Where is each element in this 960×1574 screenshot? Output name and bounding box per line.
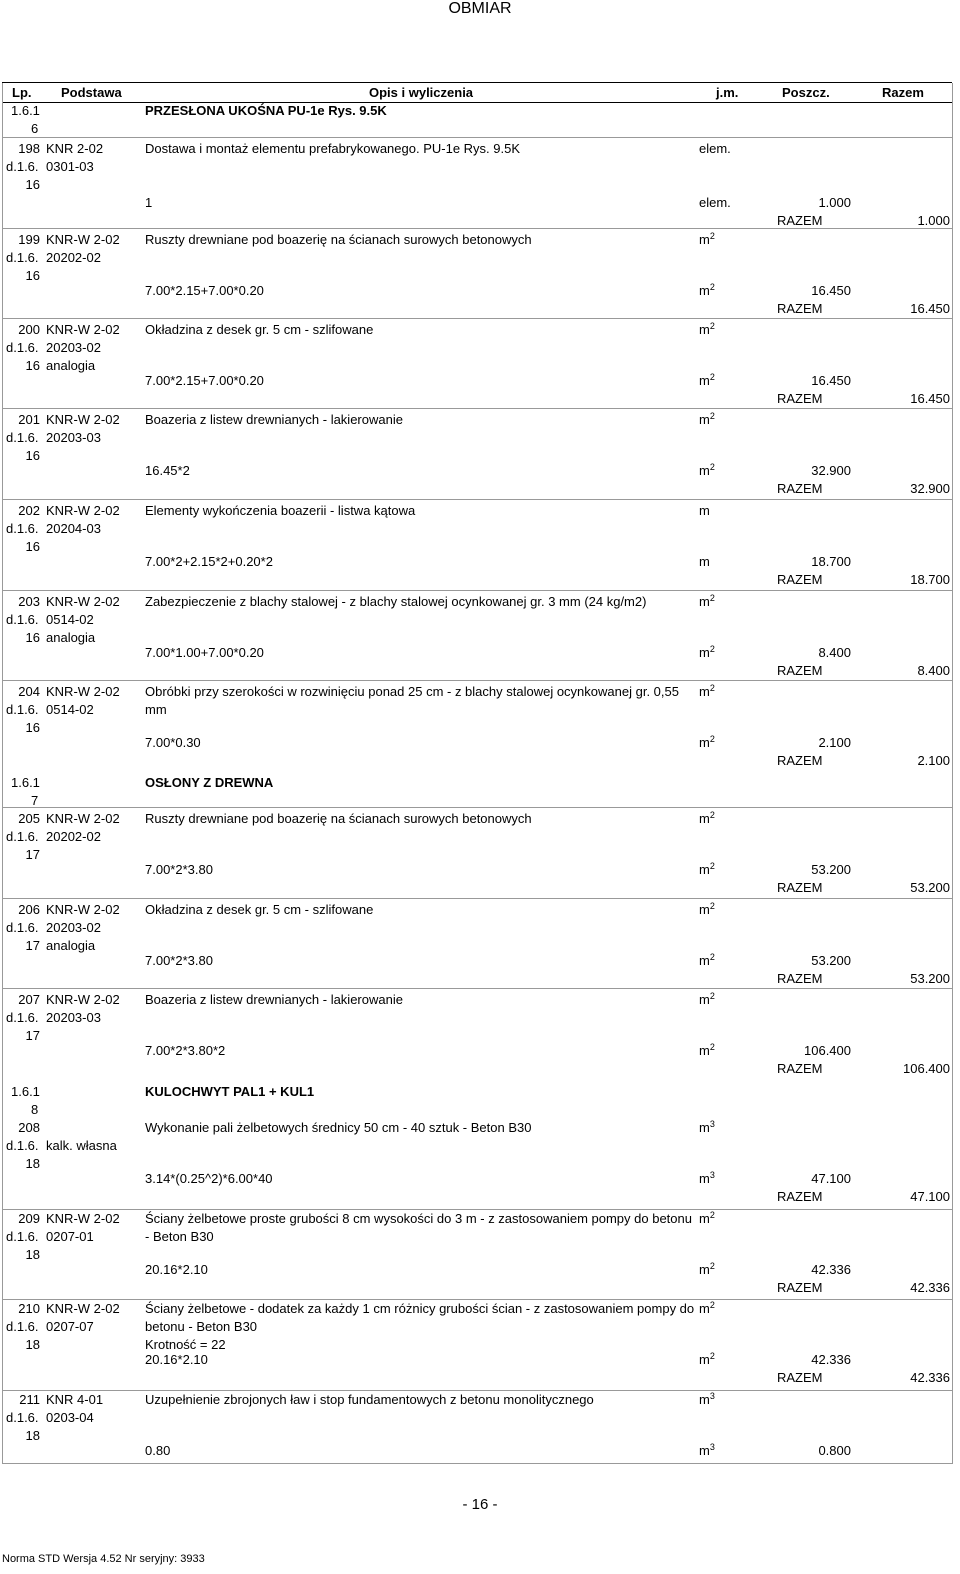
item-calc-unit-base: m [699, 1352, 710, 1367]
item-razem-value: 47.100 [910, 1189, 950, 1204]
item-calc-unit-exponent: 2 [709, 462, 715, 472]
item-podstawa: KNR 2-02 [46, 141, 104, 156]
item-lp-number: 210 [18, 1301, 40, 1316]
item-unit-exponent: 2 [709, 810, 715, 820]
item-calc-unit-base: m [699, 1262, 710, 1277]
item-lp-sub: 16 [25, 539, 40, 554]
item-podstawa: 20203-02 [46, 920, 101, 935]
item-podstawa: KNR-W 2-02 [46, 811, 120, 826]
item-lp-chapter: d.1.6. [6, 1410, 39, 1425]
item-lp-sub: 16 [25, 177, 40, 192]
section-lp: 1.6.1 [11, 103, 40, 118]
item-lp-number: 198 [18, 141, 40, 156]
item-calculation: 7.00*2*3.80 [145, 862, 213, 877]
item-podstawa: 20202-02 [46, 250, 101, 265]
item-unit-exponent: 3 [709, 1391, 715, 1401]
item-razem-value: 42.336 [910, 1370, 950, 1385]
table-header [2, 82, 952, 103]
item-calculation: 20.16*2.10 [145, 1352, 208, 1367]
item-calc-unit [699, 1171, 715, 1187]
item-podstawa: analogia [46, 938, 96, 953]
row-separator [2, 988, 952, 989]
section-title: OSŁONY Z DREWNA [145, 775, 274, 790]
section-lp-sub: 7 [31, 793, 39, 808]
item-description: Boazeria z listew drewnianych - lakierowanie [145, 992, 403, 1007]
item-poszcz: 47.100 [811, 1171, 851, 1186]
item-podstawa: KNR-W 2-02 [46, 902, 120, 917]
item-calc-unit-base: m [699, 463, 710, 478]
item-lp-sub: 18 [25, 1428, 40, 1443]
section-title: PRZESŁONA UKOŚNA PU-1e Rys. 9.5K [145, 103, 387, 118]
item-lp-number: 200 [18, 322, 40, 337]
item-lp-chapter: d.1.6. [6, 612, 39, 627]
item-razem-label: RAZEM [777, 1370, 823, 1385]
item-calc-unit [699, 735, 715, 751]
item-razem-label: RAZEM [777, 1061, 823, 1076]
item-unit: m [699, 503, 710, 518]
item-unit-base: m [699, 232, 710, 247]
section-lp: 1.6.1 [11, 775, 40, 790]
item-unit-base: m [699, 322, 710, 337]
item-calc-unit-base: m [699, 1443, 710, 1458]
header-razem: Razem [882, 85, 924, 100]
section-lp-sub: 6 [31, 121, 39, 136]
item-multiplier: Krotność = 22 [145, 1337, 226, 1352]
item-unit-base: m [699, 684, 710, 699]
item-calculation: 0.80 [145, 1443, 171, 1458]
item-calc-unit-exponent: 2 [709, 644, 715, 654]
item-calculation: 7.00*2.15+7.00*0.20 [145, 283, 264, 298]
item-lp-number: 208 [18, 1120, 40, 1135]
page-title: OBMIAR [448, 0, 512, 17]
item-calculation: 1 [145, 195, 153, 210]
item-poszcz: 53.200 [811, 953, 851, 968]
item-poszcz: 42.336 [811, 1352, 851, 1367]
row-separator [2, 408, 952, 409]
row-separator [2, 1209, 952, 1210]
item-unit-base: m [699, 594, 710, 609]
item-unit-base: m [699, 1301, 710, 1316]
table-right-border [952, 83, 953, 1464]
item-podstawa: KNR-W 2-02 [46, 322, 120, 337]
item-razem-value: 16.450 [910, 391, 950, 406]
item-unit-exponent: 2 [709, 901, 715, 911]
item-calculation: 7.00*1.00+7.00*0.20 [145, 645, 264, 660]
section-lp: 1.6.1 [11, 1084, 40, 1099]
item-lp-sub: 18 [25, 1156, 40, 1171]
item-unit-exponent: 2 [709, 1300, 715, 1310]
item-description: Ruszty drewniane pod boazerię na ścianach surowych betonowych [145, 232, 532, 247]
item-calc-unit [699, 1352, 715, 1368]
item-unit-exponent: 2 [709, 593, 715, 603]
item-unit [699, 684, 715, 700]
item-unit-exponent: 2 [709, 411, 715, 421]
item-poszcz: 1.000 [818, 195, 851, 210]
item-poszcz: 2.100 [818, 735, 851, 750]
item-calculation: 7.00*0.30 [145, 735, 201, 750]
item-calc-unit-exponent: 2 [709, 734, 715, 744]
item-lp-chapter: d.1.6. [6, 340, 39, 355]
item-podstawa: KNR-W 2-02 [46, 1301, 120, 1316]
item-calc-unit-exponent: 3 [709, 1442, 715, 1452]
item-podstawa: KNR-W 2-02 [46, 594, 120, 609]
item-unit-base: m [699, 992, 710, 1007]
item-lp-number: 206 [18, 902, 40, 917]
item-lp-number: 203 [18, 594, 40, 609]
item-lp-sub: 16 [25, 720, 40, 735]
item-razem-label: RAZEM [777, 391, 823, 406]
item-lp-chapter: d.1.6. [6, 250, 39, 265]
item-lp-sub: 16 [25, 268, 40, 283]
item-description: Ruszty drewniane pod boazerię na ścianach surowych betonowych [145, 811, 532, 826]
item-unit: elem. [699, 141, 731, 156]
item-lp-number: 209 [18, 1211, 40, 1226]
item-calc-unit [699, 645, 715, 661]
row-separator [2, 898, 952, 899]
item-description: Okładzina z desek gr. 5 cm - szlifowane [145, 322, 374, 337]
item-calc-unit-exponent: 2 [709, 1042, 715, 1052]
item-calc-unit [699, 1443, 715, 1459]
item-podstawa: 0514-02 [46, 612, 94, 627]
item-unit-exponent: 2 [709, 683, 715, 693]
item-calculation: 16.45*2 [145, 463, 190, 478]
item-podstawa: analogia [46, 358, 96, 373]
item-poszcz: 8.400 [818, 645, 851, 660]
item-calc-unit: elem. [699, 195, 731, 210]
item-lp-number: 204 [18, 684, 40, 699]
row-separator [2, 807, 952, 808]
item-lp-chapter: d.1.6. [6, 1138, 39, 1153]
item-razem-label: RAZEM [777, 213, 823, 228]
item-description-cont: mm [145, 702, 167, 717]
item-lp-sub: 17 [25, 847, 40, 862]
item-unit-exponent: 2 [709, 321, 715, 331]
item-unit-exponent: 2 [709, 231, 715, 241]
item-calc-unit-base: m [699, 1171, 710, 1186]
item-razem-value: 53.200 [910, 971, 950, 986]
item-unit [699, 322, 715, 338]
header-lp: Lp. [12, 85, 32, 100]
item-lp-sub: 16 [25, 630, 40, 645]
item-calc-unit-exponent: 3 [709, 1170, 715, 1180]
item-lp-sub: 16 [25, 448, 40, 463]
item-podstawa: KNR-W 2-02 [46, 684, 120, 699]
item-razem-value: 106.400 [903, 1061, 950, 1076]
table-left-border [2, 83, 3, 1464]
item-razem-label: RAZEM [777, 481, 823, 496]
item-calc-unit-exponent: 2 [709, 372, 715, 382]
item-calc-unit [699, 953, 715, 969]
item-unit [699, 1392, 715, 1408]
item-calculation: 3.14*(0.25^2)*6.00*40 [145, 1171, 273, 1186]
item-unit-exponent: 2 [709, 991, 715, 1001]
item-unit-base: m [699, 1392, 710, 1407]
item-razem-value: 18.700 [910, 572, 950, 587]
item-razem-label: RAZEM [777, 880, 823, 895]
item-calc-unit-base: m [699, 645, 710, 660]
item-lp-sub: 18 [25, 1247, 40, 1262]
row-separator [2, 137, 952, 138]
item-description-cont: - Beton B30 [145, 1229, 214, 1244]
item-podstawa: analogia [46, 630, 96, 645]
item-description: Elementy wykończenia boazerii - listwa kątowa [145, 503, 416, 518]
item-calc-unit [699, 463, 715, 479]
item-calc-unit [699, 373, 715, 389]
item-razem-label: RAZEM [777, 971, 823, 986]
item-lp-chapter: d.1.6. [6, 1010, 39, 1025]
item-lp-sub: 17 [25, 1028, 40, 1043]
item-lp-chapter: d.1.6. [6, 702, 39, 717]
item-unit-exponent: 2 [709, 1210, 715, 1220]
item-poszcz: 42.336 [811, 1262, 851, 1277]
item-calc-unit-exponent: 2 [709, 1261, 715, 1271]
item-razem-label: RAZEM [777, 753, 823, 768]
item-unit [699, 1301, 715, 1317]
item-calc-unit-exponent: 2 [709, 861, 715, 871]
item-poszcz: 32.900 [811, 463, 851, 478]
item-description: Boazeria z listew drewnianych - lakierowanie [145, 412, 403, 427]
item-calculation: 7.00*2.15+7.00*0.20 [145, 373, 264, 388]
item-lp-chapter: d.1.6. [6, 430, 39, 445]
item-unit [699, 811, 715, 827]
item-podstawa: 0207-07 [46, 1319, 94, 1334]
item-razem-label: RAZEM [777, 1189, 823, 1204]
item-razem-value: 53.200 [910, 880, 950, 895]
item-podstawa: 20202-02 [46, 829, 101, 844]
page-number: - 16 - [462, 1496, 498, 1513]
item-razem-value: 16.450 [910, 301, 950, 316]
item-calc-unit-base: m [699, 862, 710, 877]
item-unit [699, 1120, 715, 1136]
item-unit [699, 232, 715, 248]
item-podstawa: KNR-W 2-02 [46, 503, 120, 518]
item-razem-label: RAZEM [777, 1280, 823, 1295]
item-description: Okładzina z desek gr. 5 cm - szlifowane [145, 902, 374, 917]
item-podstawa: KNR 4-01 [46, 1392, 104, 1407]
item-calc-unit [699, 1262, 715, 1278]
item-lp-number: 207 [18, 992, 40, 1007]
item-description: Obróbki przy szerokości w rozwinięciu ponad 25 cm - z blachy stalowej ocynkowanej gr. 0,55 [145, 684, 679, 699]
item-unit [699, 902, 715, 918]
item-lp-number: 201 [18, 412, 40, 427]
item-description: Ściany żelbetowe proste grubości 8 cm wysokości do 3 m - z zastosowaniem pompy do betonu [145, 1211, 692, 1226]
header-jm: j.m. [716, 85, 739, 100]
item-lp-chapter: d.1.6. [6, 159, 39, 174]
item-razem-label: RAZEM [777, 663, 823, 678]
item-calc-unit [699, 862, 715, 878]
item-poszcz: 16.450 [811, 373, 851, 388]
item-unit-base: m [699, 811, 710, 826]
item-description: Dostawa i montaż elementu prefabrykowanego. PU-1e Rys. 9.5K [145, 141, 521, 156]
item-poszcz: 53.200 [811, 862, 851, 877]
item-calc-unit [699, 1043, 715, 1059]
item-calculation: 20.16*2.10 [145, 1262, 208, 1277]
item-poszcz: 18.700 [811, 554, 851, 569]
section-title: KULOCHWYT PAL1 + KUL1 [145, 1084, 315, 1099]
item-lp-chapter: d.1.6. [6, 1229, 39, 1244]
item-podstawa: KNR-W 2-02 [46, 412, 120, 427]
item-unit [699, 1211, 715, 1227]
item-podstawa: 20203-02 [46, 340, 101, 355]
item-calculation: 7.00*2*3.80 [145, 953, 213, 968]
item-calc-unit [699, 283, 715, 299]
item-lp-sub: 16 [25, 358, 40, 373]
item-lp-chapter: d.1.6. [6, 1319, 39, 1334]
item-calc-unit-base: m [699, 1043, 710, 1058]
item-description: Ściany żelbetowe - dodatek za każdy 1 cm różnicy grubości ścian - z zastosowaniem pompy do [145, 1301, 695, 1316]
item-unit-base: m [699, 902, 710, 917]
row-separator [2, 680, 952, 681]
item-poszcz: 106.400 [804, 1043, 851, 1058]
item-lp-sub: 18 [25, 1337, 40, 1352]
item-calc-unit-base: m [699, 283, 710, 298]
item-calculation: 7.00*2+2.15*2+0.20*2 [145, 554, 273, 569]
item-podstawa: 0514-02 [46, 702, 94, 717]
item-razem-label: RAZEM [777, 301, 823, 316]
item-unit [699, 412, 715, 428]
item-unit-exponent: 3 [709, 1119, 715, 1129]
header-poszcz: Poszcz. [782, 85, 830, 100]
header-opis: Opis i wyliczenia [369, 85, 474, 100]
item-unit [699, 992, 715, 1008]
item-lp-chapter: d.1.6. [6, 920, 39, 935]
item-description: Wykonanie pali żelbetowych średnicy 50 cm - 40 sztuk - Beton B30 [145, 1120, 532, 1135]
item-unit-base: m [699, 412, 710, 427]
header-podstawa: Podstawa [61, 85, 122, 100]
item-razem-value: 8.400 [917, 663, 950, 678]
item-podstawa: 0203-04 [46, 1410, 94, 1425]
item-calc-unit-exponent: 2 [709, 1351, 715, 1361]
item-podstawa: 20204-03 [46, 521, 101, 536]
item-podstawa: kalk. własna [46, 1138, 117, 1153]
item-unit-base: m [699, 1211, 710, 1226]
section-lp-sub: 8 [31, 1102, 39, 1117]
item-razem-value: 1.000 [917, 213, 950, 228]
item-unit [699, 594, 715, 610]
item-lp-sub: 17 [25, 938, 40, 953]
item-razem-value: 32.900 [910, 481, 950, 496]
item-poszcz: 0.800 [818, 1443, 851, 1458]
item-lp-number: 211 [19, 1392, 40, 1407]
item-description-cont: betonu - Beton B30 [145, 1319, 258, 1334]
row-separator [2, 318, 952, 319]
item-description: Uzupełnienie zbrojonych ław i stop fundamentowych z betonu monolitycznego [145, 1392, 594, 1407]
row-separator [2, 1299, 952, 1300]
item-razem-value: 42.336 [910, 1280, 950, 1295]
row-separator [2, 590, 952, 591]
row-separator [2, 499, 952, 500]
item-podstawa: KNR-W 2-02 [46, 1211, 120, 1226]
item-calc-unit-base: m [699, 373, 710, 388]
item-lp-chapter: d.1.6. [6, 521, 39, 536]
item-lp-number: 199 [18, 232, 40, 247]
row-separator [2, 1390, 952, 1391]
item-description: Zabezpieczenie z blachy stalowej - z blachy stalowej ocynkowanej gr. 3 mm (24 kg/m2) [145, 594, 647, 609]
item-poszcz: 16.450 [811, 283, 851, 298]
item-lp-number: 205 [18, 811, 40, 826]
item-podstawa: KNR-W 2-02 [46, 992, 120, 1007]
row-separator [2, 1463, 952, 1464]
software-version: Norma STD Wersja 4.52 Nr seryjny: 3933 [2, 1553, 205, 1565]
item-razem-label: RAZEM [777, 572, 823, 587]
item-calc-unit-exponent: 2 [709, 282, 715, 292]
item-calc-unit-exponent: 2 [709, 952, 715, 962]
item-calc-unit-base: m [699, 953, 710, 968]
item-lp-number: 202 [18, 503, 40, 518]
item-podstawa: 0301-03 [46, 159, 94, 174]
item-calc-unit: m [699, 554, 710, 569]
item-podstawa: 20203-03 [46, 1010, 101, 1025]
item-unit-base: m [699, 1120, 710, 1135]
item-lp-chapter: d.1.6. [6, 829, 39, 844]
item-razem-value: 2.100 [917, 753, 950, 768]
item-podstawa: 0207-01 [46, 1229, 94, 1244]
item-podstawa: 20203-03 [46, 430, 101, 445]
item-calc-unit-base: m [699, 735, 710, 750]
item-calculation: 7.00*2*3.80*2 [145, 1043, 226, 1058]
item-podstawa: KNR-W 2-02 [46, 232, 120, 247]
